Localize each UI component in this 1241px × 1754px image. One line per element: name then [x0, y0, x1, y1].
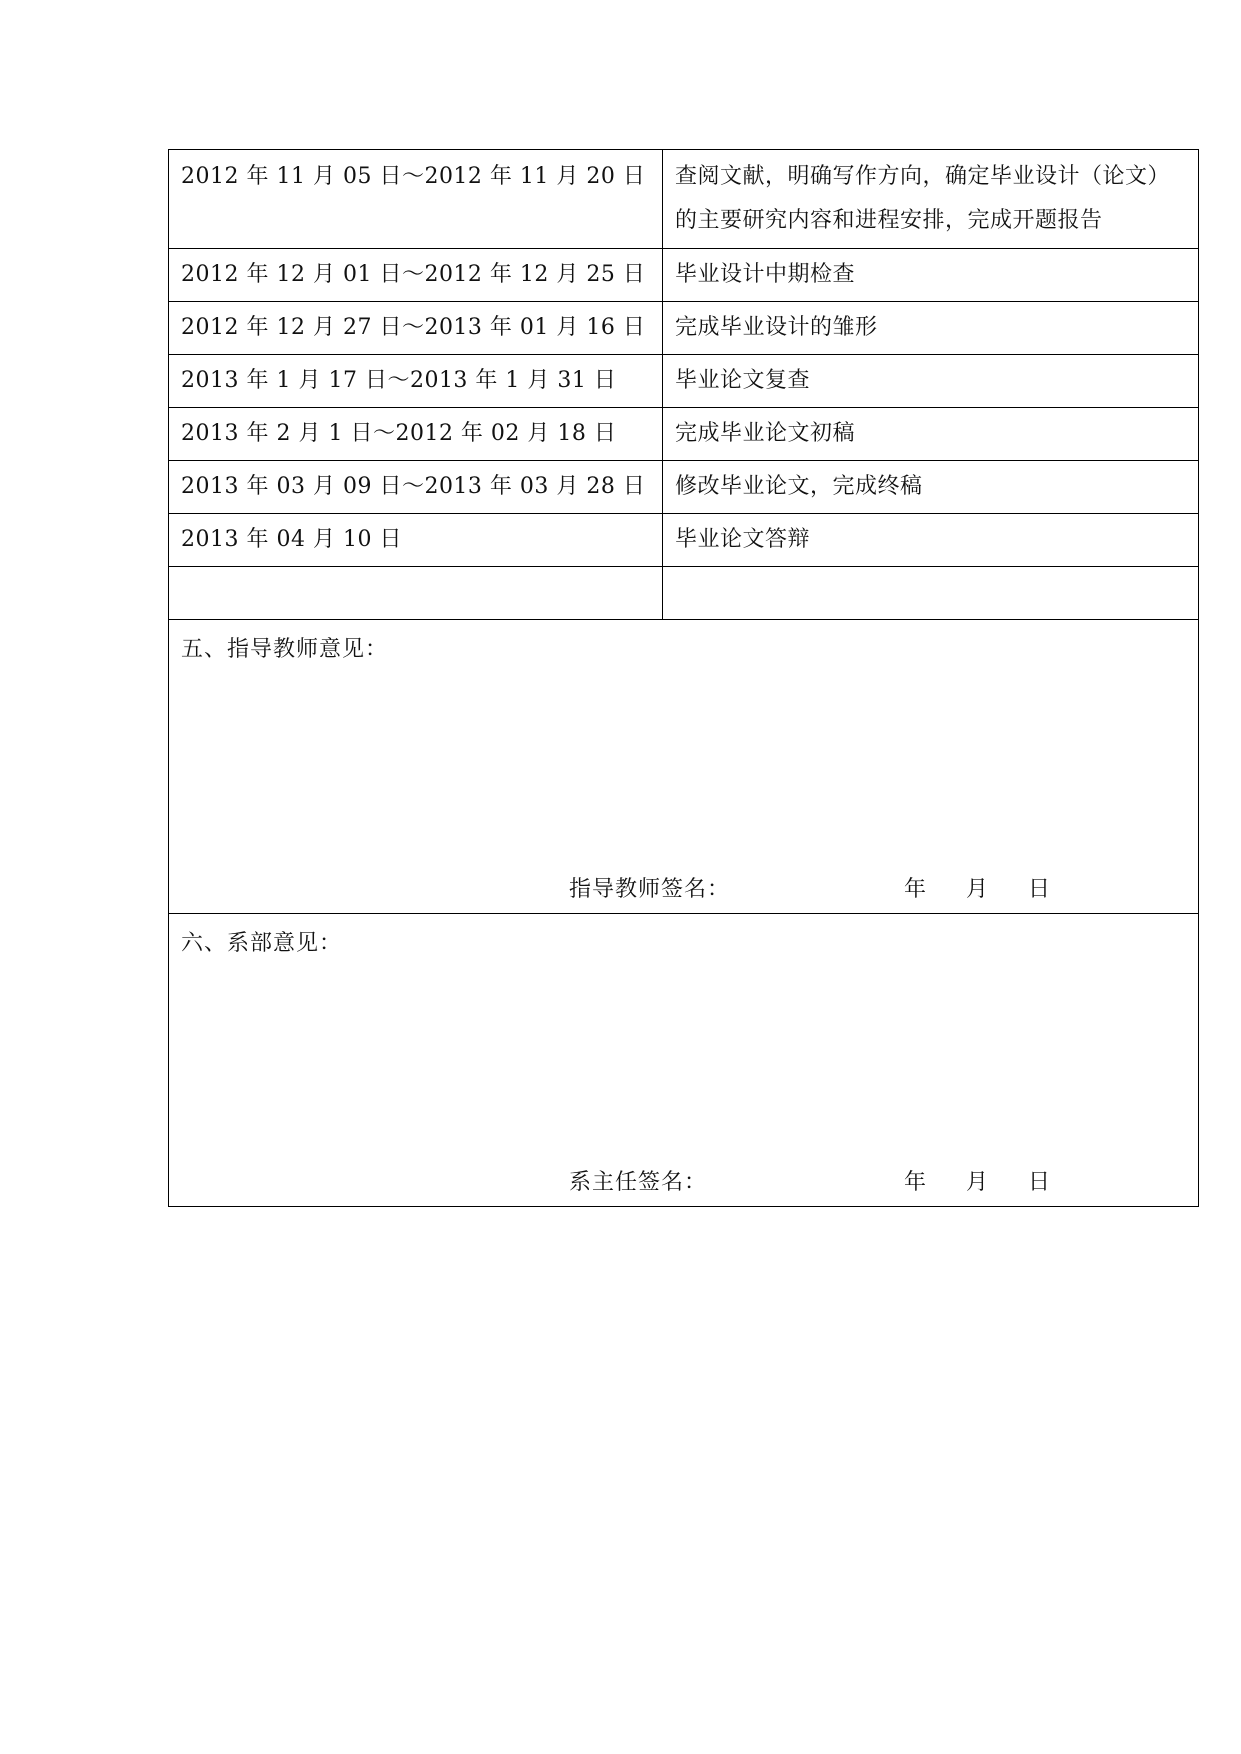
period-cell-empty — [169, 567, 663, 620]
teacher-opinion-section — [169, 620, 1198, 914]
period-cell: 2013 年 2 月 1 日～2012 年 02 月 18 日 — [169, 408, 663, 461]
table-row — [169, 461, 1198, 514]
teacher-signature-label: 指导教师签名： — [569, 877, 731, 902]
period-cell: 2013 年 04 月 10 日 — [169, 514, 663, 567]
period-cell: 2013 年 03 月 09 日～2013 年 03 月 28 日 — [169, 461, 663, 514]
table-row — [169, 249, 1198, 302]
department-sign-date — [904, 1165, 1090, 1196]
table-row-empty — [169, 567, 1198, 620]
day-label: 日 — [1028, 877, 1051, 902]
table-row — [169, 355, 1198, 408]
period-cell: 2012 年 11 月 05 日～2012 年 11 月 20 日 — [169, 150, 663, 249]
month-label: 月 — [966, 877, 989, 902]
task-cell: 毕业论文答辩 — [663, 514, 1199, 567]
task-cell: 毕业设计中期检查 — [663, 249, 1199, 302]
year-label: 年 — [904, 877, 927, 902]
teacher-opinion-heading: 五、指导教师意见： — [181, 637, 389, 662]
table-row — [169, 514, 1198, 567]
period-cell: 2012 年 12 月 01 日～2012 年 12 月 25 日 — [169, 249, 663, 302]
department-head-signature-label: 系主任签名： — [569, 1170, 708, 1195]
task-cell-empty — [663, 567, 1199, 620]
day-label: 日 — [1028, 1170, 1051, 1195]
task-cell: 修改毕业论文，完成终稿 — [663, 461, 1199, 514]
month-label: 月 — [966, 1170, 989, 1195]
table-row — [169, 302, 1198, 355]
schedule-form — [168, 149, 1199, 1207]
schedule-table — [169, 150, 1198, 620]
period-cell: 2012 年 12 月 27 日～2013 年 01 月 16 日 — [169, 302, 663, 355]
task-cell: 完成毕业论文初稿 — [663, 408, 1199, 461]
department-opinion-section — [169, 914, 1198, 1206]
task-cell: 毕业论文复查 — [663, 355, 1199, 408]
table-row — [169, 150, 1198, 249]
year-label: 年 — [904, 1170, 927, 1195]
period-cell: 2013 年 1 月 17 日～2013 年 1 月 31 日 — [169, 355, 663, 408]
table-row — [169, 408, 1198, 461]
department-opinion-heading: 六、系部意见： — [181, 931, 343, 956]
task-cell: 查阅文献，明确写作方向，确定毕业设计（论文）的主要研究内容和进程安排，完成开题报告 — [663, 150, 1199, 249]
task-cell: 完成毕业设计的雏形 — [663, 302, 1199, 355]
teacher-sign-date — [904, 872, 1090, 903]
